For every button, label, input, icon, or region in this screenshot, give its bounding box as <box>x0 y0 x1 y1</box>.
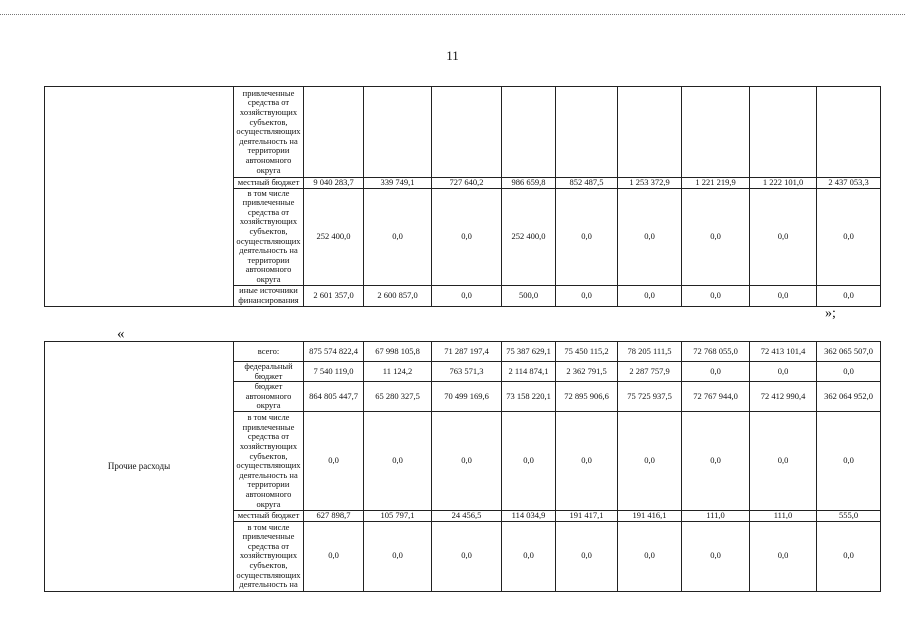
value-cell: 72 412 990,4 <box>750 382 817 412</box>
value-cell: 0,0 <box>750 285 817 306</box>
value-cell <box>556 87 618 178</box>
row-label: местный бюджет <box>234 178 304 189</box>
value-cell: 114 034,9 <box>502 511 556 522</box>
value-cell: 986 659,8 <box>502 178 556 189</box>
value-cell: 72 895 906,6 <box>556 382 618 412</box>
value-cell: 111,0 <box>682 511 750 522</box>
value-cell: 763 571,3 <box>432 362 502 382</box>
value-cell: 0,0 <box>556 521 618 591</box>
value-cell: 555,0 <box>817 511 881 522</box>
row-label: иные источники финансирования <box>234 285 304 306</box>
value-cell <box>502 87 556 178</box>
value-cell: 65 280 327,5 <box>364 382 432 412</box>
opening-quote-mark: « <box>117 326 125 342</box>
value-cell: 0,0 <box>502 521 556 591</box>
value-cell: 111,0 <box>750 511 817 522</box>
value-cell <box>682 87 750 178</box>
table-continuation <box>44 86 881 307</box>
value-cell: 0,0 <box>432 188 502 285</box>
value-cell: 2 114 874,1 <box>502 362 556 382</box>
value-cell: 105 797,1 <box>364 511 432 522</box>
value-cell <box>618 87 682 178</box>
value-cell: 0,0 <box>432 412 502 511</box>
value-cell: 339 749,1 <box>364 178 432 189</box>
value-cell: 0,0 <box>817 521 881 591</box>
empty-category-cell <box>45 87 234 307</box>
row-label: местный бюджет <box>234 511 304 522</box>
value-cell: 0,0 <box>432 521 502 591</box>
value-cell: 24 456,5 <box>432 511 502 522</box>
value-cell: 0,0 <box>750 188 817 285</box>
value-cell: 72 413 101,4 <box>750 342 817 362</box>
value-cell: 0,0 <box>432 285 502 306</box>
value-cell: 0,0 <box>304 521 364 591</box>
page-number: 11 <box>446 48 459 63</box>
value-cell: 0,0 <box>618 285 682 306</box>
category-cell: Прочие расходы <box>45 342 234 592</box>
value-cell: 2 601 357,0 <box>304 285 364 306</box>
value-cell: 0,0 <box>364 412 432 511</box>
value-cell: 0,0 <box>304 412 364 511</box>
value-cell: 0,0 <box>682 412 750 511</box>
value-cell <box>432 87 502 178</box>
table-other-expenses <box>44 341 881 592</box>
value-cell: 852 487,5 <box>556 178 618 189</box>
row-label: привлеченные средства от хозяйствующих субъектов, осуществляющих деятельность на территории автономного округа <box>234 87 304 178</box>
value-cell: 71 287 197,4 <box>432 342 502 362</box>
row-label: федеральный бюджет <box>234 362 304 382</box>
value-cell: 72 768 055,0 <box>682 342 750 362</box>
value-cell: 0,0 <box>817 412 881 511</box>
value-cell: 1 221 219,9 <box>682 178 750 189</box>
value-cell: 0,0 <box>364 188 432 285</box>
value-cell: 67 998 105,8 <box>364 342 432 362</box>
value-cell: 0,0 <box>750 362 817 382</box>
value-cell: 252 400,0 <box>502 188 556 285</box>
value-cell <box>304 87 364 178</box>
closing-quote-mark: »; <box>825 306 836 321</box>
value-cell: 191 417,1 <box>556 511 618 522</box>
value-cell: 75 450 115,2 <box>556 342 618 362</box>
value-cell: 864 805 447,7 <box>304 382 364 412</box>
value-cell: 11 124,2 <box>364 362 432 382</box>
value-cell: 0,0 <box>556 412 618 511</box>
value-cell: 0,0 <box>556 285 618 306</box>
value-cell: 0,0 <box>618 521 682 591</box>
value-cell: 1 253 372,9 <box>618 178 682 189</box>
value-cell: 70 499 169,6 <box>432 382 502 412</box>
value-cell: 627 898,7 <box>304 511 364 522</box>
value-cell: 0,0 <box>682 362 750 382</box>
value-cell <box>750 87 817 178</box>
value-cell: 500,0 <box>502 285 556 306</box>
value-cell: 0,0 <box>502 412 556 511</box>
table-row <box>45 342 881 362</box>
value-cell: 1 222 101,0 <box>750 178 817 189</box>
value-cell <box>364 87 432 178</box>
value-cell: 75 387 629,1 <box>502 342 556 362</box>
value-cell: 9 040 283,7 <box>304 178 364 189</box>
value-cell: 0,0 <box>618 188 682 285</box>
value-cell <box>817 87 881 178</box>
value-cell: 0,0 <box>556 188 618 285</box>
value-cell: 0,0 <box>682 521 750 591</box>
table-row <box>45 87 881 178</box>
value-cell: 2 362 791,5 <box>556 362 618 382</box>
value-cell: 72 767 944,0 <box>682 382 750 412</box>
value-cell: 191 416,1 <box>618 511 682 522</box>
value-cell: 362 064 952,0 <box>817 382 881 412</box>
row-label: в том числе привлеченные средства от хозяйствующих субъектов, осуществляющих деятельность на территории автономного округа <box>234 188 304 285</box>
value-cell: 0,0 <box>618 412 682 511</box>
value-cell: 727 640,2 <box>432 178 502 189</box>
value-cell: 0,0 <box>817 285 881 306</box>
value-cell: 0,0 <box>817 362 881 382</box>
value-cell: 0,0 <box>682 188 750 285</box>
value-cell: 7 540 119,0 <box>304 362 364 382</box>
row-label: в том числе привлеченные средства от хозяйствующих субъектов, осуществляющих деятельность на территории автономного округа <box>234 412 304 511</box>
value-cell: 875 574 822,4 <box>304 342 364 362</box>
value-cell: 362 065 507,0 <box>817 342 881 362</box>
value-cell: 2 437 053,3 <box>817 178 881 189</box>
value-cell: 2 600 857,0 <box>364 285 432 306</box>
value-cell: 73 158 220,1 <box>502 382 556 412</box>
scan-top-edge <box>0 14 905 15</box>
value-cell: 252 400,0 <box>304 188 364 285</box>
value-cell: 0,0 <box>817 188 881 285</box>
row-label: в том числе привлеченные средства от хозяйствующих субъектов, осуществляющих деятельность на <box>234 521 304 591</box>
value-cell: 0,0 <box>750 521 817 591</box>
value-cell: 0,0 <box>750 412 817 511</box>
value-cell: 75 725 937,5 <box>618 382 682 412</box>
value-cell: 0,0 <box>682 285 750 306</box>
value-cell: 2 287 757,9 <box>618 362 682 382</box>
value-cell: 78 205 111,5 <box>618 342 682 362</box>
row-label: всего: <box>234 342 304 362</box>
value-cell: 0,0 <box>364 521 432 591</box>
row-label: бюджет автономного округа <box>234 382 304 412</box>
